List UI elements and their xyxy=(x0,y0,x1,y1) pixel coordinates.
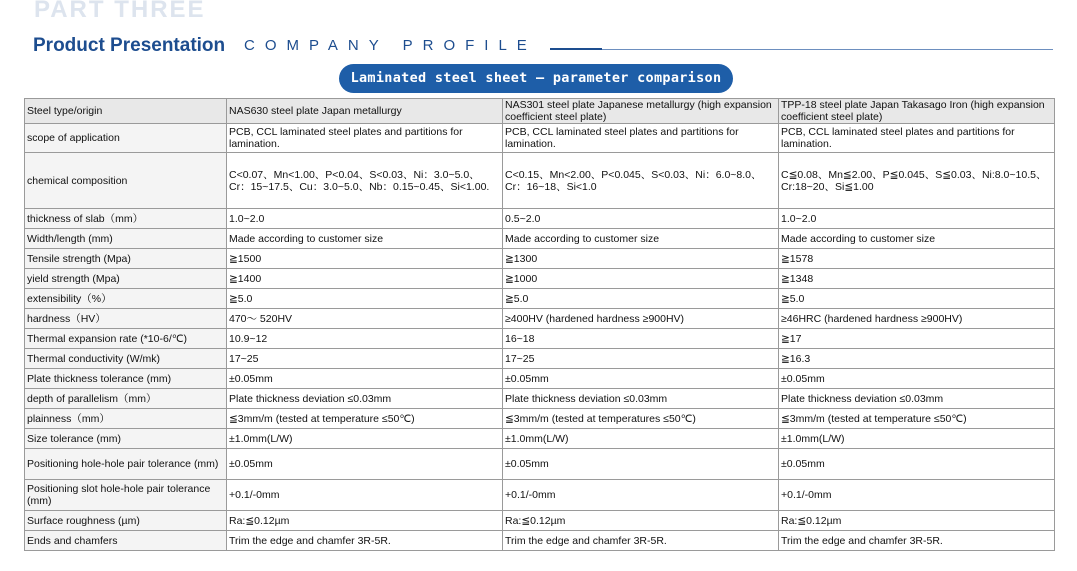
table-row xyxy=(25,389,1055,409)
table-cell: ≥46HRC (hardened hardness ≥900HV) xyxy=(779,309,1055,329)
table-cell: ≥400HV (hardened hardness ≥900HV) xyxy=(503,309,779,329)
table-cell: ±0.05mm xyxy=(503,369,779,389)
row-label-cell: Surface roughness (µm) xyxy=(25,511,227,531)
row-label-cell: hardness（HV） xyxy=(25,309,227,329)
company-profile-text: COMPANY PROFILE xyxy=(244,37,537,54)
row-label-cell: Positioning hole-hole pair tolerance (mm) xyxy=(25,449,227,480)
table-row xyxy=(25,480,1055,511)
table-cell: Trim the edge and chamfer 3R-5R. xyxy=(779,531,1055,551)
table-row xyxy=(25,269,1055,289)
table-cell: C<0.07、Mn<1.00、P<0.04、S<0.03、Ni：3.0~5.0、Cr：15~17.5、Cu：3.0~5.0、Nb：0.15~0.45、Si<1.00. xyxy=(227,153,503,209)
table-cell: ≧5.0 xyxy=(503,289,779,309)
table-cell: PCB, CCL laminated steel plates and partitions for lamination. xyxy=(503,124,779,153)
table-cell: 1.0~2.0 xyxy=(227,209,503,229)
table-body xyxy=(25,99,1055,551)
table-cell: ±1.0mm(L/W) xyxy=(779,429,1055,449)
table-cell: 0.5~2.0 xyxy=(503,209,779,229)
parameter-comparison-table xyxy=(24,98,1055,551)
column-header: Steel type/origin xyxy=(25,99,227,124)
row-label-cell: depth of parallelism（mm） xyxy=(25,389,227,409)
row-label-cell: yield strength (Mpa) xyxy=(25,269,227,289)
table-cell: Plate thickness deviation ≤0.03mm xyxy=(227,389,503,409)
row-label-cell: Width/length (mm) xyxy=(25,229,227,249)
table-cell: ±0.05mm xyxy=(227,369,503,389)
table-row xyxy=(25,309,1055,329)
row-label-cell: Ends and chamfers xyxy=(25,531,227,551)
table-cell: Plate thickness deviation ≤0.03mm xyxy=(779,389,1055,409)
divider-line xyxy=(550,49,1053,50)
table-row xyxy=(25,329,1055,349)
table-cell: ≧1578 xyxy=(779,249,1055,269)
table-cell: Ra:≦0.12µm xyxy=(227,511,503,531)
table-cell: Made according to customer size xyxy=(503,229,779,249)
row-label-cell: Tensile strength (Mpa) xyxy=(25,249,227,269)
table-cell: ±0.05mm xyxy=(779,369,1055,389)
column-header: NAS630 steel plate Japan metallurgy xyxy=(227,99,503,124)
section-title: Product Presentation xyxy=(33,35,226,56)
table-cell: ≧1000 xyxy=(503,269,779,289)
table-row xyxy=(25,369,1055,389)
table-cell: ≧1348 xyxy=(779,269,1055,289)
table-title-banner: Laminated steel sheet — parameter comparison xyxy=(339,64,733,93)
table-cell: ≧1500 xyxy=(227,249,503,269)
divider-accent xyxy=(550,48,602,50)
row-label-cell: Plate thickness tolerance (mm) xyxy=(25,369,227,389)
table-row xyxy=(25,349,1055,369)
table-row xyxy=(25,449,1055,480)
table-cell: Trim the edge and chamfer 3R-5R. xyxy=(503,531,779,551)
table-row xyxy=(25,153,1055,209)
table-cell: ≧5.0 xyxy=(227,289,503,309)
table-cell: ≧1400 xyxy=(227,269,503,289)
table-row xyxy=(25,511,1055,531)
table-cell: ±0.05mm xyxy=(779,449,1055,480)
table-cell: C<0.15、Mn<2.00、P<0.045、S<0.03、Ni：6.0~8.0、Cr：16~18、Si<1.0 xyxy=(503,153,779,209)
table-cell: 17~25 xyxy=(227,349,503,369)
table-header-row xyxy=(25,99,1055,124)
table-cell: ≦3mm/m (tested at temperature ≤50℃) xyxy=(227,409,503,429)
table-cell: PCB, CCL laminated steel plates and partitions for lamination. xyxy=(227,124,503,153)
table-cell: ±1.0mm(L/W) xyxy=(227,429,503,449)
table-cell: ≧17 xyxy=(779,329,1055,349)
table-row xyxy=(25,531,1055,551)
table-cell: ≧16.3 xyxy=(779,349,1055,369)
table-cell: 1.0~2.0 xyxy=(779,209,1055,229)
section-header xyxy=(33,35,1053,61)
row-label-cell: thickness of slab（mm） xyxy=(25,209,227,229)
table-cell: +0.1/-0mm xyxy=(779,480,1055,511)
table-row xyxy=(25,229,1055,249)
row-label-cell: scope of application xyxy=(25,124,227,153)
table-row xyxy=(25,124,1055,153)
table-row xyxy=(25,289,1055,309)
table-cell: ±0.05mm xyxy=(503,449,779,480)
row-label-cell: plainness（mm） xyxy=(25,409,227,429)
table-cell: Made according to customer size xyxy=(227,229,503,249)
row-label-cell: chemical composition xyxy=(25,153,227,209)
table-cell: 17~25 xyxy=(503,349,779,369)
table-cell: +0.1/-0mm xyxy=(227,480,503,511)
table-cell: ≦3mm/m (tested at temperature ≤50℃) xyxy=(779,409,1055,429)
row-label-cell: Thermal expansion rate (*10-6/℃) xyxy=(25,329,227,349)
column-header: TPP-18 steel plate Japan Takasago Iron (high expansion coefficient steel plate) xyxy=(779,99,1055,124)
row-label-cell: Size tolerance (mm) xyxy=(25,429,227,449)
row-label-cell: Thermal conductivity (W/mk) xyxy=(25,349,227,369)
table-cell: ≧5.0 xyxy=(779,289,1055,309)
company-profile-box xyxy=(230,35,1053,61)
row-label-cell: extensibility（%） xyxy=(25,289,227,309)
table-cell: ±0.05mm xyxy=(227,449,503,480)
table-row xyxy=(25,429,1055,449)
table-cell: 10.9~12 xyxy=(227,329,503,349)
table-cell: Made according to customer size xyxy=(779,229,1055,249)
table-row xyxy=(25,409,1055,429)
column-header: NAS301 steel plate Japanese metallurgy (high expansion coefficient steel plate) xyxy=(503,99,779,124)
table-row xyxy=(25,209,1055,229)
part-label: PART THREE xyxy=(34,0,206,23)
table-cell: ±1.0mm(L/W) xyxy=(503,429,779,449)
table-row xyxy=(25,249,1055,269)
table-cell: Ra:≦0.12µm xyxy=(779,511,1055,531)
table-cell: 16~18 xyxy=(503,329,779,349)
table-cell: C≦0.08、Mn≦2.00、P≦0.045、S≦0.03、Ni:8.0~10.5、Cr:18~20、Si≦1.00 xyxy=(779,153,1055,209)
table-cell: ≦3mm/m (tested at temperatures ≤50℃) xyxy=(503,409,779,429)
table-cell: PCB, CCL laminated steel plates and partitions for lamination. xyxy=(779,124,1055,153)
table-cell: Plate thickness deviation ≤0.03mm xyxy=(503,389,779,409)
table-cell: Trim the edge and chamfer 3R-5R. xyxy=(227,531,503,551)
table-cell: +0.1/-0mm xyxy=(503,480,779,511)
table-cell: ≧1300 xyxy=(503,249,779,269)
table-cell: Ra:≦0.12µm xyxy=(503,511,779,531)
row-label-cell: Positioning slot hole-hole pair tolerance (mm) xyxy=(25,480,227,511)
table-cell: 470～ 520HV xyxy=(227,309,503,329)
